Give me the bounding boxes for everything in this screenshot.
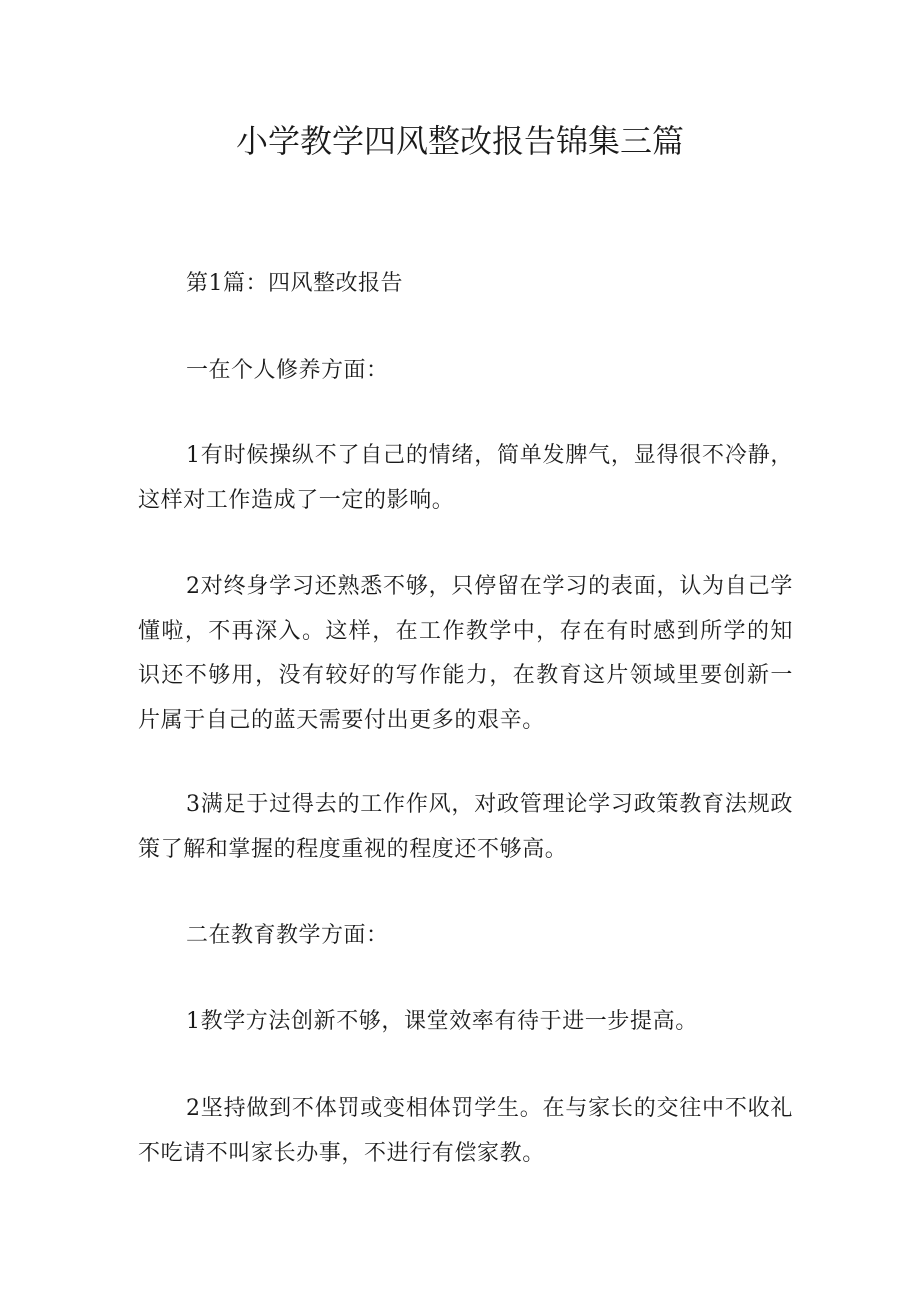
paragraph-item-1: 1有时候操纵不了自己的情绪，简单发脾气，显得很不冷静，这样对工作造成了一定的影响。 (138, 443, 793, 513)
paragraph-item-2: 2对终身学习还熟悉不够，只停留在学习的表面，认为自己学懂啦，不再深入。这样，在工作教学中，存在有时感到所学的知识还不够用，没有较好的写作能力，在教育这片领域里要创新一片属于自己的蓝天需要付出更多的艰辛。 (138, 574, 793, 733)
section-heading-part-1: 第1篇：四风整改报告 (186, 271, 403, 296)
section-heading-teaching: 二在教育教学方面： (186, 923, 389, 948)
section-heading-personal: 一在个人修养方面： (186, 358, 389, 383)
paragraph-teaching-1: 1教学方法创新不够，课堂效率有待于进一步提高。 (186, 1009, 698, 1034)
paragraph-teaching-2: 2坚持做到不体罚或变相体罚学生。在与家长的交往中不收礼不吃请不叫家长办事，不进行有偿家教。 (138, 1096, 793, 1166)
paragraph-item-3: 3满足于过得去的工作作风，对政管理论学习政策教育法规政策了解和掌握的程度重视的程度还不够高。 (138, 792, 793, 862)
document-title: 小学教学四风整改报告锦集三篇 (235, 122, 684, 160)
